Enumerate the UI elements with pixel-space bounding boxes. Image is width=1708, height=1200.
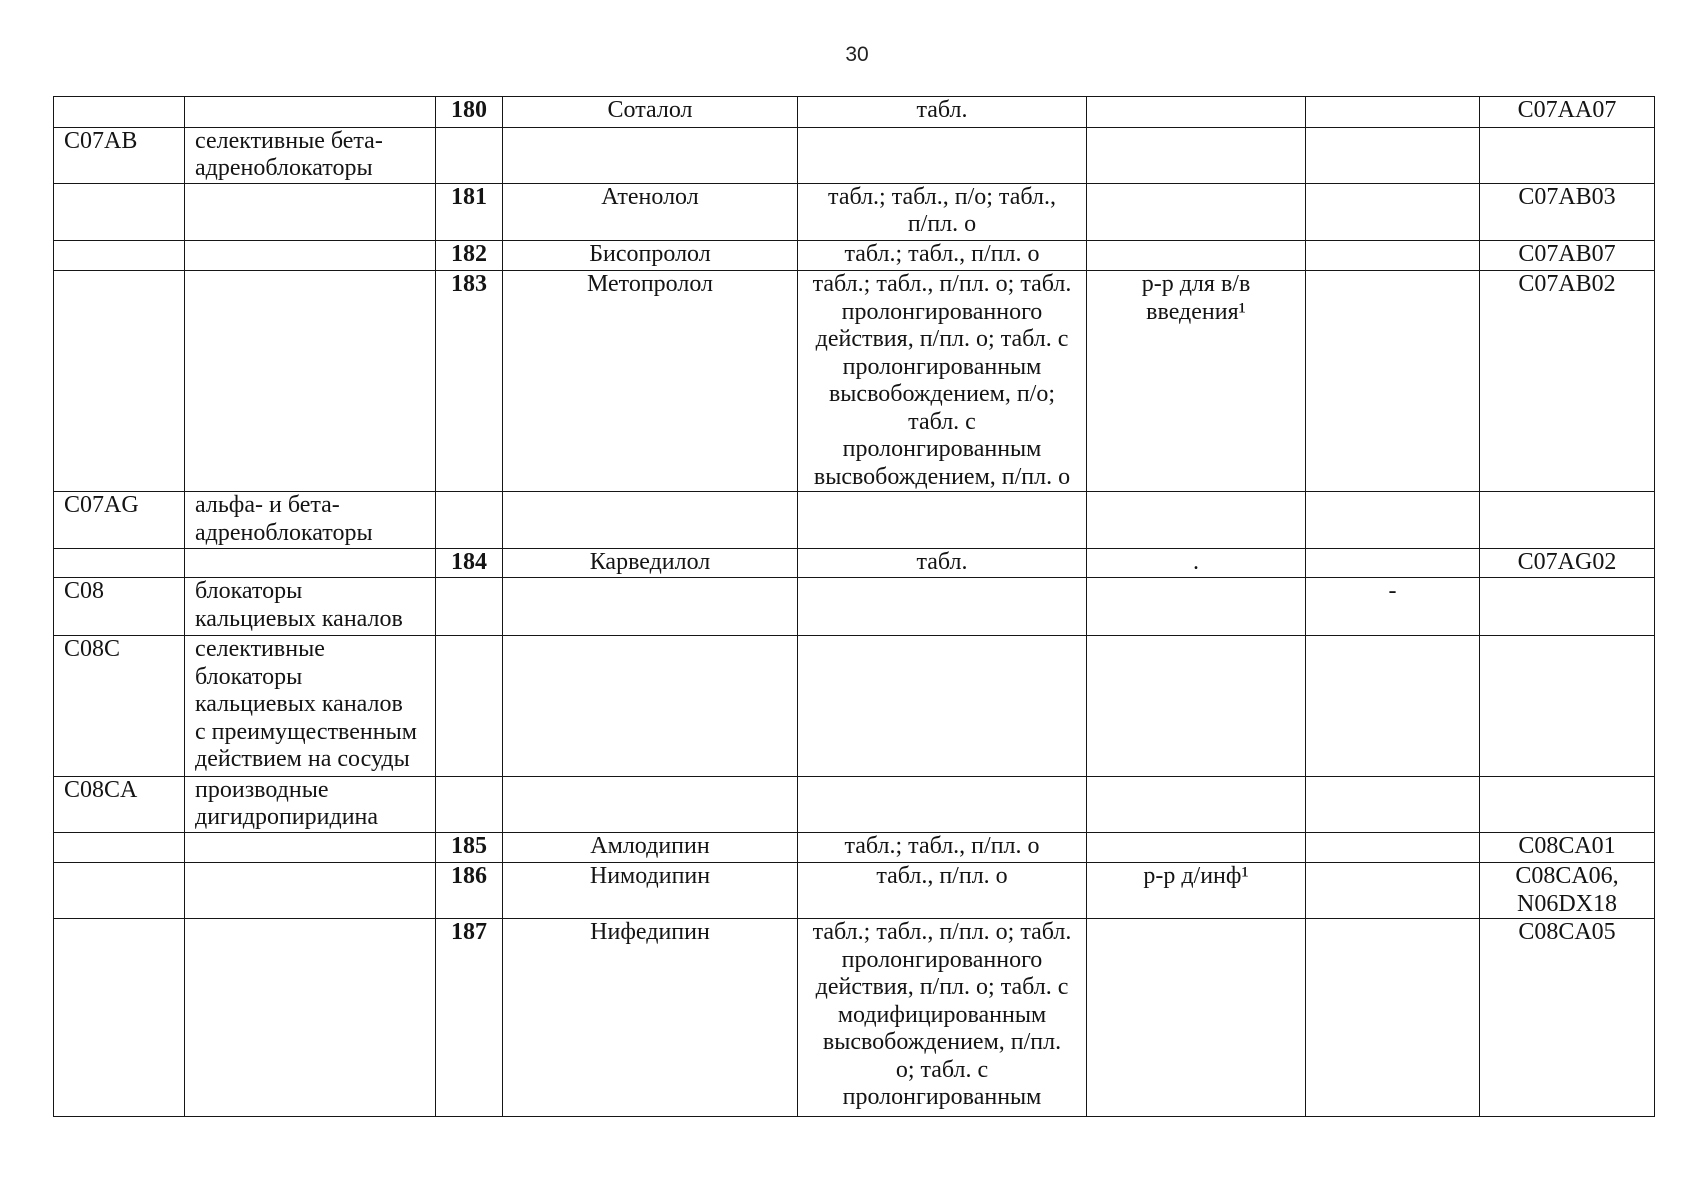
- item-number-cell: 180: [436, 97, 503, 128]
- additional-forms-cell: [1087, 127, 1306, 183]
- group-name-cell: блокаторы кальциевых каналов: [185, 578, 436, 636]
- drug-name-cell: [503, 776, 798, 833]
- atc-code-cell: C08CA06, N06DX18: [1480, 863, 1655, 919]
- table-body: [54, 97, 1655, 1117]
- atc-group-code-cell: C08C: [54, 636, 185, 777]
- group-name-cell: селективные бета- адреноблокаторы: [185, 127, 436, 183]
- atc-group-code-cell: [54, 833, 185, 863]
- additional-forms-cell: .: [1087, 548, 1306, 578]
- item-number-cell: [436, 636, 503, 777]
- note-cell: [1306, 636, 1480, 777]
- drug-name-cell: Нифедипин: [503, 919, 798, 1117]
- dosage-forms-cell: табл., п/пл. о: [798, 863, 1087, 919]
- dosage-forms-cell: табл.; табл., п/о; табл., п/пл. о: [798, 183, 1087, 240]
- atc-group-code-cell: [54, 240, 185, 271]
- additional-forms-cell: [1087, 240, 1306, 271]
- group-name-cell: [185, 240, 436, 271]
- item-number-cell: 181: [436, 183, 503, 240]
- note-cell: [1306, 776, 1480, 833]
- dosage-forms-cell: табл.: [798, 548, 1087, 578]
- additional-forms-cell: [1087, 833, 1306, 863]
- additional-forms-cell: [1087, 578, 1306, 636]
- additional-forms-cell: [1087, 492, 1306, 549]
- drug-name-cell: Нимодипин: [503, 863, 798, 919]
- group-name-cell: альфа- и бета- адреноблокаторы: [185, 492, 436, 549]
- drug-name-cell: Атенолол: [503, 183, 798, 240]
- item-number-cell: 185: [436, 833, 503, 863]
- atc-code-cell: C07AG02: [1480, 548, 1655, 578]
- dosage-forms-cell: [798, 492, 1087, 549]
- atc-group-code-cell: C07AB: [54, 127, 185, 183]
- group-name-cell: [185, 271, 436, 492]
- table-row: [54, 833, 1655, 863]
- note-cell: [1306, 271, 1480, 492]
- atc-code-cell: [1480, 636, 1655, 777]
- note-cell: [1306, 240, 1480, 271]
- atc-group-code-cell: [54, 863, 185, 919]
- table-row: [54, 548, 1655, 578]
- atc-code-cell: C07AB02: [1480, 271, 1655, 492]
- atc-code-cell: [1480, 492, 1655, 549]
- table-row: [54, 183, 1655, 240]
- note-cell: [1306, 183, 1480, 240]
- dosage-forms-cell: табл.: [798, 97, 1087, 128]
- dosage-forms-cell: табл.; табл., п/пл. о: [798, 833, 1087, 863]
- additional-forms-cell: р-р д/инф¹: [1087, 863, 1306, 919]
- dosage-forms-cell: табл.; табл., п/пл. о; табл. пролонгированного действия, п/пл. о; табл. с пролонгированным высвобождением, п/о; табл. с пролонгированным высвобождением, п/пл. о: [798, 271, 1087, 492]
- table-row: [54, 97, 1655, 128]
- item-number-cell: [436, 492, 503, 549]
- group-name-cell: [185, 833, 436, 863]
- additional-forms-cell: [1087, 97, 1306, 128]
- additional-forms-cell: [1087, 183, 1306, 240]
- dosage-forms-cell: [798, 636, 1087, 777]
- page-number: 30: [845, 43, 869, 66]
- additional-forms-cell: р-р для в/в введения¹: [1087, 271, 1306, 492]
- atc-group-code-cell: [54, 183, 185, 240]
- atc-group-code-cell: C08CA: [54, 776, 185, 833]
- table-row: [54, 492, 1655, 549]
- dosage-forms-cell: табл.; табл., п/пл. о: [798, 240, 1087, 271]
- drug-name-cell: Амлодипин: [503, 833, 798, 863]
- item-number-cell: 187: [436, 919, 503, 1117]
- note-cell: [1306, 127, 1480, 183]
- item-number-cell: [436, 776, 503, 833]
- table-row: [54, 271, 1655, 492]
- atc-code-cell: C07AB03: [1480, 183, 1655, 240]
- drug-name-cell: [503, 578, 798, 636]
- atc-code-cell: C07AB07: [1480, 240, 1655, 271]
- atc-code-cell: [1480, 776, 1655, 833]
- item-number-cell: 186: [436, 863, 503, 919]
- atc-group-code-cell: C08: [54, 578, 185, 636]
- atc-code-cell: C08CA05: [1480, 919, 1655, 1117]
- atc-group-code-cell: [54, 271, 185, 492]
- atc-group-code-cell: [54, 548, 185, 578]
- atc-code-cell: [1480, 578, 1655, 636]
- note-cell: -: [1306, 578, 1480, 636]
- atc-group-code-cell: C07AG: [54, 492, 185, 549]
- drug-name-cell: [503, 492, 798, 549]
- atc-code-cell: C08CA01: [1480, 833, 1655, 863]
- drug-name-cell: Соталол: [503, 97, 798, 128]
- note-cell: [1306, 833, 1480, 863]
- group-name-cell: производные дигидропиридина: [185, 776, 436, 833]
- note-cell: [1306, 492, 1480, 549]
- note-cell: [1306, 863, 1480, 919]
- dosage-forms-cell: табл.; табл., п/пл. о; табл. пролонгированного действия, п/пл. о; табл. с модифицированным высвобождением, п/пл. о; табл. с пролонгированным: [798, 919, 1087, 1117]
- drug-table: [53, 96, 1655, 1117]
- drug-name-cell: [503, 636, 798, 777]
- table-row: [54, 240, 1655, 271]
- table-row: [54, 863, 1655, 919]
- group-name-cell: [185, 548, 436, 578]
- group-name-cell: [185, 97, 436, 128]
- table-row: [54, 127, 1655, 183]
- item-number-cell: [436, 578, 503, 636]
- dosage-forms-cell: [798, 127, 1087, 183]
- atc-group-code-cell: [54, 97, 185, 128]
- item-number-cell: 183: [436, 271, 503, 492]
- item-number-cell: 182: [436, 240, 503, 271]
- group-name-cell: [185, 919, 436, 1117]
- table-row: [54, 776, 1655, 833]
- table-row: [54, 636, 1655, 777]
- additional-forms-cell: [1087, 636, 1306, 777]
- note-cell: [1306, 919, 1480, 1117]
- additional-forms-cell: [1087, 776, 1306, 833]
- item-number-cell: [436, 127, 503, 183]
- additional-forms-cell: [1087, 919, 1306, 1117]
- dosage-forms-cell: [798, 578, 1087, 636]
- table-row: [54, 578, 1655, 636]
- dosage-forms-cell: [798, 776, 1087, 833]
- drug-name-cell: Карведилол: [503, 548, 798, 578]
- table-row: [54, 919, 1655, 1117]
- group-name-cell: [185, 863, 436, 919]
- group-name-cell: селективные блокаторы кальциевых каналов с преимущественным действием на сосуды: [185, 636, 436, 777]
- atc-group-code-cell: [54, 919, 185, 1117]
- drug-name-cell: [503, 127, 798, 183]
- note-cell: [1306, 548, 1480, 578]
- atc-code-cell: C07AA07: [1480, 97, 1655, 128]
- note-cell: [1306, 97, 1480, 128]
- drug-name-cell: Бисопролол: [503, 240, 798, 271]
- group-name-cell: [185, 183, 436, 240]
- item-number-cell: 184: [436, 548, 503, 578]
- atc-code-cell: [1480, 127, 1655, 183]
- drug-name-cell: Метопролол: [503, 271, 798, 492]
